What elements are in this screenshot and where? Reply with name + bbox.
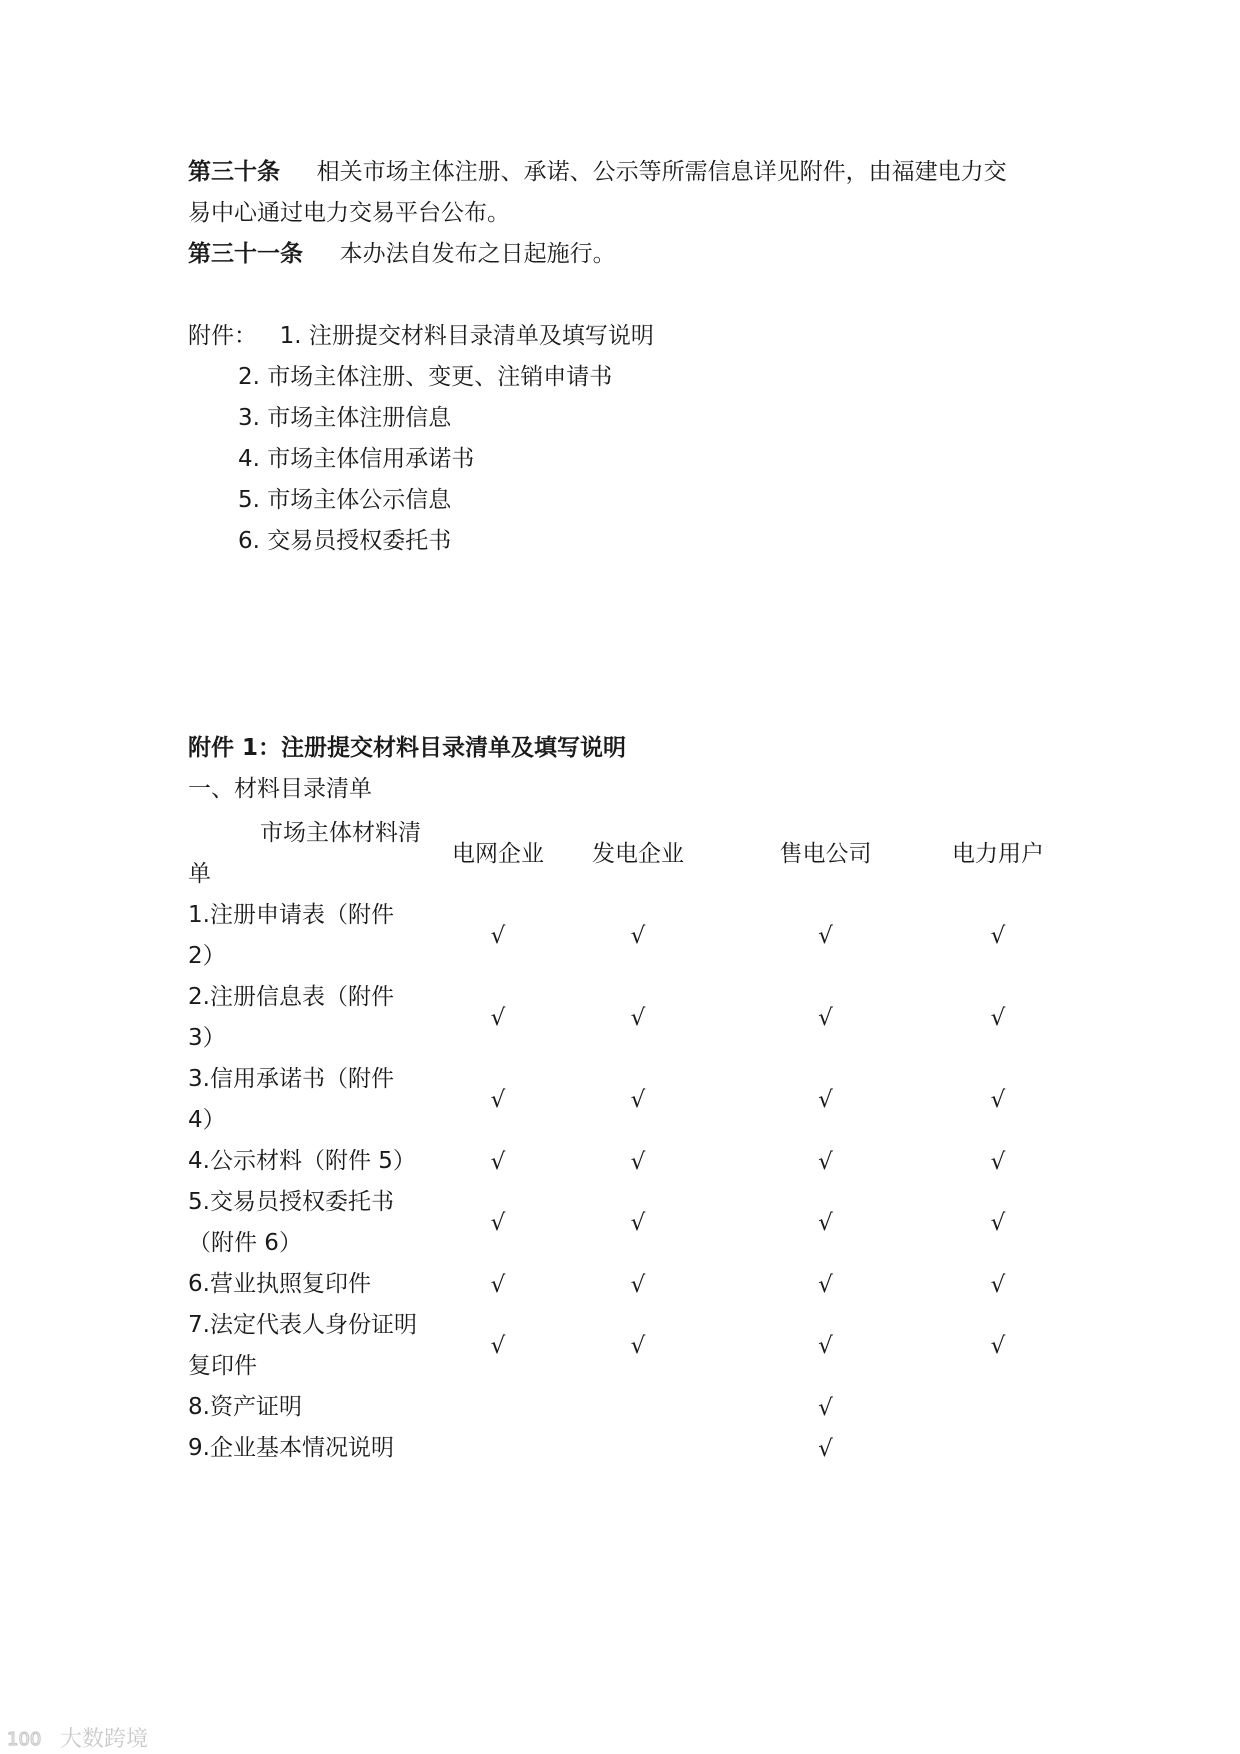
check-mark bbox=[428, 1428, 568, 1469]
row-item-line1: 1.注册申请表（附件 bbox=[188, 902, 394, 928]
table-row bbox=[188, 1264, 1053, 1305]
row-item-line2: 3） bbox=[188, 1025, 226, 1051]
table-row bbox=[188, 1141, 1053, 1182]
row-item-line2: （附件 6） bbox=[188, 1230, 302, 1256]
check-mark: √ bbox=[490, 1210, 506, 1236]
watermark-text: 大数跨境 bbox=[60, 1727, 149, 1752]
attachment-item: 3. 市场主体注册信息 bbox=[238, 405, 452, 431]
row-item-line2: 4） bbox=[188, 1107, 226, 1133]
check-mark: √ bbox=[630, 1005, 646, 1031]
row-item-label bbox=[188, 1141, 428, 1182]
row-item-label bbox=[188, 1059, 428, 1141]
check-mark: √ bbox=[990, 923, 1006, 949]
table-header-row bbox=[188, 813, 1053, 895]
check-mark: √ bbox=[818, 1394, 833, 1421]
article-30-text-line1: 相关市场主体注册、承诺、公示等所需信息详见附件，由福建电力交 bbox=[316, 159, 1007, 185]
check-mark: √ bbox=[818, 1435, 833, 1462]
check-mark: √ bbox=[490, 1087, 506, 1113]
row-item-label bbox=[188, 1305, 428, 1387]
row-item-label bbox=[188, 1182, 428, 1264]
article-30-label: 第三十条 bbox=[188, 159, 280, 185]
row-item-line1: 8.资产证明 bbox=[188, 1394, 302, 1420]
header-power-user: 电力用户 bbox=[952, 840, 1044, 867]
table-row bbox=[188, 977, 1053, 1059]
check-mark: √ bbox=[990, 1087, 1006, 1113]
article-31-text: 本办法自发布之日起施行。 bbox=[339, 241, 616, 267]
table-row bbox=[188, 1305, 1053, 1387]
check-mark: √ bbox=[818, 1005, 833, 1031]
header-power-generation: 发电企业 bbox=[592, 840, 684, 867]
check-mark: √ bbox=[630, 1210, 646, 1236]
check-mark: √ bbox=[818, 1210, 833, 1236]
row-item-line1: 3.信用承诺书（附件 bbox=[188, 1066, 394, 1092]
check-mark bbox=[943, 1428, 1053, 1469]
check-mark: √ bbox=[630, 1087, 646, 1113]
table-row bbox=[188, 1428, 1053, 1469]
appendix-title: 附件 1：注册提交材料目录清单及填写说明 bbox=[188, 735, 627, 761]
watermark bbox=[6, 1722, 148, 1753]
table-row bbox=[188, 895, 1053, 977]
attachment-item: 1. 注册提交材料目录清单及填写说明 bbox=[279, 323, 654, 349]
table-row bbox=[188, 1387, 1053, 1428]
check-mark bbox=[568, 1428, 708, 1469]
row-item-line1: 7.法定代表人身份证明 bbox=[188, 1312, 417, 1338]
check-mark: √ bbox=[990, 1333, 1006, 1359]
row-item-line1: 9.企业基本情况说明 bbox=[188, 1435, 394, 1461]
check-mark bbox=[428, 1387, 568, 1428]
header-item-line2: 单 bbox=[188, 861, 211, 887]
appendix-section-heading: 一、材料目录清单 bbox=[188, 776, 372, 802]
row-item-line1: 5.交易员授权委托书 bbox=[188, 1189, 394, 1215]
check-mark: √ bbox=[630, 1148, 646, 1175]
article-31 bbox=[188, 234, 616, 275]
row-item-line1: 4.公示材料（附件 5） bbox=[188, 1148, 416, 1174]
check-mark: √ bbox=[818, 923, 833, 949]
check-mark: √ bbox=[490, 1148, 506, 1175]
row-item-label bbox=[188, 1428, 428, 1469]
table-row bbox=[188, 1059, 1053, 1141]
check-mark: √ bbox=[818, 1087, 833, 1113]
check-mark: √ bbox=[490, 1333, 506, 1359]
check-mark: √ bbox=[990, 1210, 1006, 1236]
header-item-column bbox=[188, 813, 428, 895]
attachment-item: 4. 市场主体信用承诺书 bbox=[238, 446, 475, 472]
check-mark: √ bbox=[490, 923, 506, 949]
check-mark: √ bbox=[818, 1271, 833, 1298]
check-mark: √ bbox=[990, 1271, 1006, 1298]
check-mark: √ bbox=[490, 1271, 506, 1298]
attachment-item: 6. 交易员授权委托书 bbox=[238, 528, 452, 554]
check-mark: √ bbox=[990, 1148, 1006, 1175]
article-30-text-line2: 易中心通过电力交易平台公布。 bbox=[188, 200, 510, 226]
watermark-logo-text: 100 bbox=[7, 1728, 42, 1749]
header-grid-enterprise: 电网企业 bbox=[452, 840, 544, 867]
row-item-line2: 复印件 bbox=[188, 1353, 257, 1379]
materials-table bbox=[188, 813, 1053, 1469]
attachment-item: 5. 市场主体公示信息 bbox=[238, 487, 452, 513]
row-item-label bbox=[188, 1264, 428, 1305]
article-31-label: 第三十一条 bbox=[188, 241, 303, 267]
check-mark: √ bbox=[490, 1005, 506, 1031]
article-30 bbox=[188, 152, 1007, 193]
check-mark: √ bbox=[818, 1333, 833, 1359]
watermark-logo-icon bbox=[6, 1727, 54, 1749]
row-item-line1: 2.注册信息表（附件 bbox=[188, 984, 394, 1010]
row-item-line1: 6.营业执照复印件 bbox=[188, 1271, 371, 1297]
row-item-label bbox=[188, 977, 428, 1059]
check-mark bbox=[568, 1387, 708, 1428]
check-mark: √ bbox=[990, 1005, 1006, 1031]
check-mark: √ bbox=[630, 923, 646, 949]
header-retail-company: 售电公司 bbox=[779, 840, 872, 867]
row-item-label bbox=[188, 1387, 428, 1428]
check-mark bbox=[943, 1387, 1053, 1428]
table-row bbox=[188, 1182, 1053, 1264]
header-item-line1: 市场主体材料清 bbox=[260, 820, 421, 846]
check-mark: √ bbox=[818, 1148, 833, 1175]
check-mark: √ bbox=[630, 1271, 646, 1298]
check-mark: √ bbox=[630, 1333, 646, 1359]
row-item-label bbox=[188, 895, 428, 977]
attachment-list bbox=[188, 316, 654, 357]
attachment-item: 2. 市场主体注册、变更、注销申请书 bbox=[238, 364, 613, 390]
attachment-intro: 附件： bbox=[188, 323, 257, 349]
row-item-line2: 2） bbox=[188, 943, 226, 969]
